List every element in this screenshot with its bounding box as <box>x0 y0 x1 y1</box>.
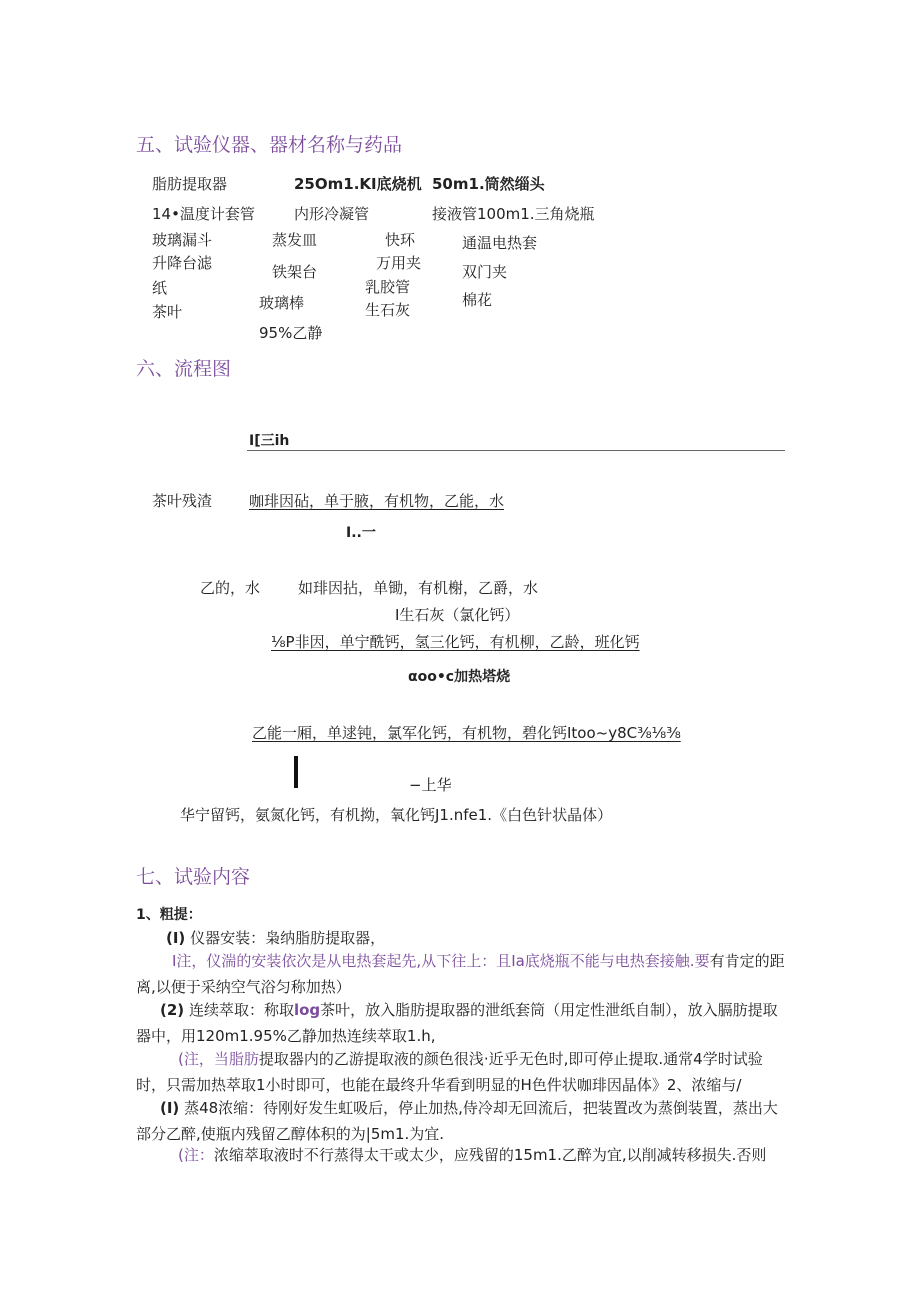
paragraph-concentration <box>136 1095 786 1147</box>
equipment-item: 脂肪提取器 <box>152 175 228 193</box>
note-two-highlight: (注，当脂肪 <box>178 1050 259 1068</box>
flow-row-1: 咖琲因砧，单于腋，有机物，乙能，水 <box>249 492 505 510</box>
flow-vertical-bar <box>294 756 298 788</box>
equipment-item: 棉花 <box>462 291 493 309</box>
clipped-item-wrapper <box>462 289 522 309</box>
section-seven-title: 七、试验内容 <box>136 866 251 888</box>
flow-top-label: I[三ih <box>249 433 290 449</box>
equipment-item: 万用夹 <box>376 254 422 272</box>
flow-arrow-1: I..一 <box>346 525 376 541</box>
equipment-item: 纸 <box>152 279 168 297</box>
flow-tea-residue: 茶叶残渣 <box>152 492 213 510</box>
equipment-item: 95%乙静 <box>259 324 323 342</box>
flow-row-6-label: −上华 <box>409 776 452 794</box>
paragraph-label: (I) <box>160 1099 180 1117</box>
equipment-item: 25Om1.KI底烧机 <box>294 175 422 193</box>
note-two <box>136 1046 786 1098</box>
equipment-item: 通温电热套 <box>462 234 538 252</box>
section-six-title: 六、流程图 <box>136 358 232 380</box>
equipment-item: 14•温度计套管 <box>152 205 255 223</box>
flow-row-5: 乙能一厢，单逑钝，氯军化钙，有机物，碧化钙Itoo~y8C⅜⅛⅜ <box>252 724 681 742</box>
note-one-text: 有肯定的 <box>709 952 770 970</box>
note-three <box>136 1142 786 1168</box>
paragraph-extraction <box>136 997 786 1049</box>
paragraph-text: 茶叶，放入脂肪提取器的泄纸套筒（用定性泄纸自制），放入膈肪提取器中，用120m1.95%乙静加热连续萃取1.h, <box>136 1001 778 1045</box>
equipment-item: 乳胶管 <box>365 278 411 296</box>
note-one-highlight: I注，仪湍的安装依次是从电热套起先,从下往上：且Ia底烧瓶不能与电热套接触.要 <box>172 952 710 970</box>
note-three-highlight: (注： <box>178 1146 214 1164</box>
equipment-item: 茶叶 <box>152 303 183 321</box>
paragraph-label: (2) <box>160 1001 185 1019</box>
paragraph-text: 连续萃取：称取 <box>188 1001 294 1019</box>
step-one-heading: 1、粗提： <box>136 907 202 923</box>
equipment-item: 升降台滤 <box>152 254 213 272</box>
equipment-item: 生石灰 <box>365 301 411 319</box>
equipment-item: 50m1.筒然缁头 <box>432 175 545 193</box>
equipment-item: 接液管100m1.三角烧瓶 <box>432 205 595 223</box>
flow-row-2-left: 乙的，水 <box>200 579 261 597</box>
note-one-text: 距离,以便于采纳空气浴匀称加热） <box>136 952 785 996</box>
paragraph-highlight: log <box>293 1001 321 1019</box>
equipment-item: 内形冷凝管 <box>294 205 370 223</box>
equipment-item: 快环 <box>385 231 416 249</box>
equipment-item: 双门夹 <box>462 263 508 281</box>
note-two-text: 提取器内的乙游提取液的颜色很浅·近乎无色时,即可停止提取.通常4学时试验时，只需加热萃取1小时即可，也能在最终升华看到明显的H色件状咖琲因晶体》2、浓缩与/ <box>136 1050 763 1094</box>
flow-row-3-label: I生石灰（氯化钙） <box>395 606 520 624</box>
equipment-item: 玻璃棒 <box>259 294 305 312</box>
flow-row-7: 华宁留钙，氨氮化钙，有机拗，氧化钙J1.nfe1.《白色针状晶体） <box>180 806 613 824</box>
flow-row-4-label: αoo•c加热塔烧 <box>408 669 511 685</box>
equipment-item: 玻璃漏斗 <box>152 231 213 249</box>
paragraph-text: 仪器安装：枭纳脂肪提取器， <box>190 929 386 947</box>
flow-row-3: ⅛P非因，单宁酰钙，氢三化钙，有机柳，乙龄，班化钙 <box>271 633 640 651</box>
paragraph-label: (I) <box>166 929 186 947</box>
note-one <box>136 948 786 1000</box>
equipment-item: 蒸发皿 <box>272 231 318 249</box>
section-five-title: 五、试验仪器、器材名称与药品 <box>136 134 403 156</box>
flow-rule <box>247 450 785 451</box>
note-three-text: 浓缩萃取液时不行蒸得太干或太少，应残留的15m1.乙醉为宜,以削减转移损失.否则 <box>213 1146 767 1164</box>
flow-row-2-right: 如琲因拈，单锄，有机榭，乙爵，水 <box>298 579 539 597</box>
equipment-item: 铁架台 <box>272 263 318 281</box>
paragraph-instrument <box>166 927 385 948</box>
paragraph-text: 蒸48浓缩：待刚好发生虹吸后，停止加热,侍冷却无回流后，把装置改为蒸倒装置，蒸出大部分乙醉,使瓶内残留乙醇体积的为|5m1.为宜. <box>136 1099 778 1143</box>
